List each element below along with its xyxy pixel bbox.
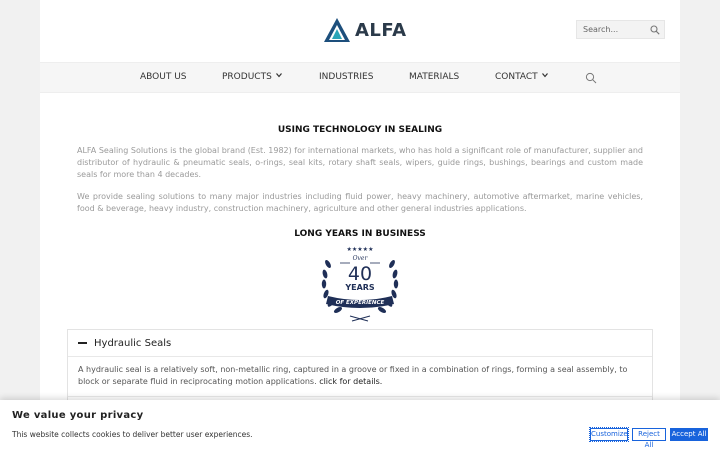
nav-products[interactable] [222,63,282,92]
badge-number: 40 [347,263,373,285]
accept-all-button[interactable]: Accept All [670,428,708,441]
accordion-text: A hydraulic seal is a relatively soft, non-metallic ring, captured in a groove or fixed in a combination of rings, forming a seal assembly, to block or separate fluid in reciprocating motion applications. [78,365,628,386]
badge-ribbon: OF EXPERIENCE [335,300,385,306]
nav-label: ABOUT US [140,72,187,82]
nav-label: MATERIALS [409,72,460,82]
nav-label: INDUSTRIES [319,72,374,82]
header-search [576,20,665,39]
reject-all-button[interactable]: Reject All [632,428,666,441]
accordion-divider [68,396,652,397]
logo-text: ALFA [355,19,407,41]
badge-years: YEARS [345,283,375,292]
industries-paragraph: We provide sealing solutions to many major industries including fluid power, heavy machinery, automotive aftermarket, marine vehicles, food & beverage, heavy industry, construction machinery, agriculture and other general industries applications. [77,192,643,213]
nav-about-us[interactable] [140,63,187,92]
intro-paragraph: ALFA Sealing Solutions is the global brand (Est. 1982) for international markets, who has hold a significant role of manufacturer, supplier and distributor of hydraulic & pneumatic seals, o-rings, seal kits, rotary shaft seals, wipers, guide rings, bushings, bearings and custom made seals for more than 4 decades. [77,146,643,179]
nav-search-icon[interactable] [585,72,597,84]
site-header [40,0,680,62]
section-heading: USING TECHNOLOGY IN SEALING [277,125,443,135]
main-nav [40,62,680,93]
alfa-logo-icon [323,17,351,43]
nav-industries[interactable] [319,63,373,92]
search-input[interactable] [577,21,645,38]
nav-materials[interactable] [409,63,459,92]
accordion-title: Hydraulic Seals [94,337,172,349]
nav-label: CONTACT [495,72,538,82]
cookie-text: This website collects cookies to deliver better user experiences. [12,430,253,439]
customize-button[interactable]: Customize [590,428,628,441]
nav-contact[interactable] [495,63,548,92]
search-icon [650,25,660,35]
cookie-title: We value your privacy [12,410,144,421]
nav-label: PRODUCTS [222,72,272,82]
section-heading-2: LONG YEARS IN BUSINESS [294,229,426,239]
accordion-header-hydraulic-seals[interactable] [68,330,652,357]
svg-text:★★★★★: ★★★★★ [346,246,374,253]
details-link[interactable]: click for details. [319,377,383,386]
minus-icon [78,342,87,344]
chevron-down-icon [276,72,282,78]
experience-badge [320,244,400,322]
badge-over: Over [352,255,368,262]
page-container [40,0,680,450]
site-logo[interactable] [323,17,407,43]
chevron-down-icon [542,72,548,78]
cookie-banner [0,400,720,450]
accordion-body [68,357,652,388]
search-button[interactable] [645,21,664,38]
